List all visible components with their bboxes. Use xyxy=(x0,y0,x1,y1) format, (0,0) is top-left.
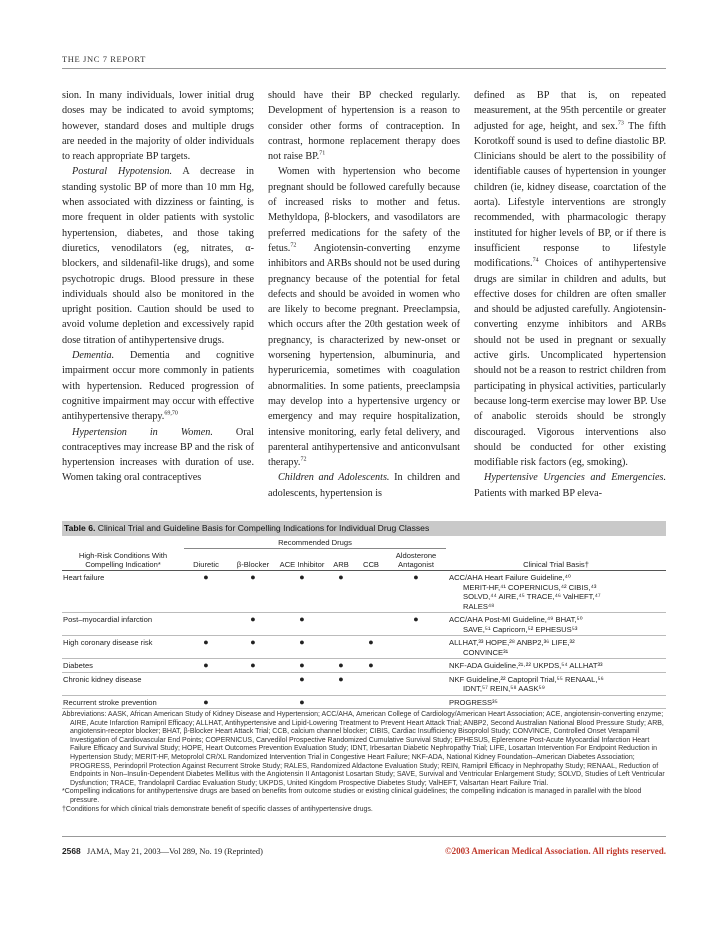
reference: 72 xyxy=(300,456,307,463)
table-row xyxy=(62,672,666,695)
clinical-trial-basis-cell xyxy=(446,636,666,659)
header-ace-inhibitor: ACE Inhibitor xyxy=(279,560,325,569)
table-6 xyxy=(62,521,666,814)
footer-rule xyxy=(62,836,666,837)
paragraph xyxy=(62,164,254,348)
header-clinical-trial-basis: Clinical Trial Basis† xyxy=(523,560,589,569)
reference: 72 xyxy=(290,242,297,249)
beta-blocker-cell: ● xyxy=(228,613,278,636)
beta-blocker-cell xyxy=(228,672,278,695)
run-in-heading: Dementia. xyxy=(72,350,115,362)
header-beta-blocker: β-Blocker xyxy=(236,560,270,569)
clinical-trial-basis-cell xyxy=(446,672,666,695)
reference: 73 xyxy=(617,120,624,127)
diuretic-cell: ● xyxy=(184,695,228,709)
paragraph xyxy=(62,425,254,486)
basis-line: ACC/AHA Heart Failure Guideline,⁴⁰ xyxy=(449,573,571,582)
header-arb: ARB xyxy=(333,560,349,569)
body-columns xyxy=(62,88,666,501)
paragraph-text: Women with hypertension who become pregnant should be followed carefully because of increased risks to mother and fetus. Methyldopa, β-blockers, and vasodilators are preferred medications for the safety of the fetus. xyxy=(268,166,460,254)
paragraph-text: In children and adolescents, hypertension is xyxy=(268,472,461,499)
paragraph-text: Oral contraceptives may increase BP and the risk of hypertension increases with duration of use. Women taking oral contraceptives xyxy=(62,426,254,484)
basis-line: ACC/AHA Post-MI Guideline,⁴⁹ BHAT,⁵⁰ xyxy=(449,615,583,624)
column-3 xyxy=(474,88,666,501)
aldosterone-antagonist-cell xyxy=(386,695,446,709)
ccb-cell: ● xyxy=(356,636,386,659)
table-grid xyxy=(62,536,666,709)
arb-cell xyxy=(326,695,356,709)
table-row xyxy=(62,636,666,659)
ccb-cell xyxy=(356,695,386,709)
table-row xyxy=(62,695,666,709)
reference: 71 xyxy=(319,150,326,157)
header-condition: High-Risk Conditions With Compelling Indication* xyxy=(78,551,168,569)
paragraph xyxy=(474,88,666,470)
basis-line: IDNT,⁵⁷ REIN,⁵⁸ AASK⁵⁹ xyxy=(463,684,545,693)
table-title xyxy=(62,521,666,536)
beta-blocker-cell: ● xyxy=(228,571,278,613)
run-in-heading: Postural Hypotension. xyxy=(72,166,173,178)
ace-inhibitor-cell: ● xyxy=(278,695,326,709)
aldosterone-antagonist-cell: ● xyxy=(386,571,446,613)
paragraph xyxy=(268,164,460,470)
condition-cell: Chronic kidney disease xyxy=(62,672,184,695)
footnote-star: *Compelling indications for antihypertensive drugs are based on benefits from outcome studies or existing clinical guidelines; the compelling indication is managed in parallel with the blood pressure. xyxy=(62,788,642,804)
arb-cell: ● xyxy=(326,659,356,673)
basis-line: NKF-ADA Guideline,²¹·²² UKPDS,⁵⁴ ALLHAT³³ xyxy=(449,661,603,670)
clinical-trial-basis-cell xyxy=(446,613,666,636)
beta-blocker-cell xyxy=(228,695,278,709)
condition-cell: High coronary disease risk xyxy=(62,636,184,659)
reference: 74 xyxy=(532,257,539,264)
run-in-heading: Hypertensive Urgencies and Emergencies. xyxy=(484,472,666,484)
page-number: 2568 xyxy=(62,846,81,856)
paragraph-text: should have their BP checked regularly. Development of hypertension is a reason to consider other forms of contraception. In contrast, hormone replacement therapy does not raise BP. xyxy=(268,90,460,163)
table-row xyxy=(62,659,666,673)
aldosterone-antagonist-cell xyxy=(386,672,446,695)
diuretic-cell xyxy=(184,613,228,636)
basis-line: SOLVD,⁴⁴ AIRE,⁴⁵ TRACE,⁴⁶ ValHEFT,⁴⁷ xyxy=(463,592,601,601)
basis-line: SAVE,⁵¹ Capricorn,⁵² EPHESUS⁵³ xyxy=(463,624,578,634)
run-in-heading: Hypertension in Women. xyxy=(72,426,213,438)
paragraph-text: Patients with marked BP eleva- xyxy=(474,487,603,499)
ace-inhibitor-cell: ● xyxy=(278,613,326,636)
basis-line: MERIT-HF,⁴¹ COPERNICUS,⁴² CIBIS,⁴³ xyxy=(463,582,597,592)
aldosterone-antagonist-cell xyxy=(386,636,446,659)
ace-inhibitor-cell: ● xyxy=(278,659,326,673)
journal-citation: JAMA, May 21, 2003—Vol 289, No. 19 (Reprinted) xyxy=(86,847,263,856)
page-footer xyxy=(62,846,666,856)
condition-cell: Diabetes xyxy=(62,659,184,673)
ccb-cell xyxy=(356,672,386,695)
reference: 69,70 xyxy=(164,410,178,417)
table-title-text: Clinical Trial and Guideline Basis for Compelling Indications for Individual Drug Classes xyxy=(95,523,430,533)
paragraph xyxy=(62,348,254,424)
diuretic-cell: ● xyxy=(184,636,228,659)
aldosterone-antagonist-cell xyxy=(386,659,446,673)
paragraph-text: The fifth Korotkoff sound is used to define diastolic BP. Clinicians should be alert to the possibility of identifiable causes of hypertension in younger children (ie, kidney disease, coarctation of the aorta). Lifestyle interventions are strongly recommended, with pharmacologic therapy instituted for higher levels of BP, or if there is insufficient response to lifestyle modifications. xyxy=(474,120,666,270)
paragraph: sion. In many individuals, lower initial drug doses may be indicated to avoid symptoms; however, standard doses and multiple drugs are needed in the majority of older individuals to reach appropriate BP targets. xyxy=(62,90,254,163)
arb-cell xyxy=(326,613,356,636)
header-ccb: CCB xyxy=(362,560,380,569)
clinical-trial-basis-cell xyxy=(446,571,666,613)
running-head: THE JNC 7 REPORT xyxy=(62,54,146,64)
diuretic-cell: ● xyxy=(184,659,228,673)
column-1 xyxy=(62,88,254,501)
basis-line: CONVINCE³¹ xyxy=(463,647,509,657)
paragraph-text: A decrease in standing systolic BP of more than 10 mm Hg, when associated with dizziness or fainting, is more frequent in older patients with systolic hypertension, diabetes, and those taking diuretics, venodilators (eg, nitrates, α-blockers, and sildenafil-like drugs), and some psychotropic drugs. Blood pressure in these individuals should also be monitored in the upright position. Caution should be used to avoid volume depletion and excessively rapid dose titration of antihypertensive drugs. xyxy=(62,166,254,346)
basis-line: PROGRESS³⁵ xyxy=(449,697,498,707)
ace-inhibitor-cell: ● xyxy=(278,672,326,695)
table-row xyxy=(62,571,666,613)
clinical-trial-basis-cell xyxy=(446,695,666,709)
ace-inhibitor-cell: ● xyxy=(278,571,326,613)
ccb-cell: ● xyxy=(356,659,386,673)
table-row xyxy=(62,613,666,636)
arb-cell xyxy=(326,636,356,659)
diuretic-cell: ● xyxy=(184,571,228,613)
paragraph-text: Dementia and cognitive impairment occur more commonly in patients with hypertension. Reduced progression of cognitive impairment may occur with effective antihypertensive therapy. xyxy=(62,350,254,423)
diuretic-cell xyxy=(184,672,228,695)
run-in-heading: Children and Adolescents. xyxy=(278,472,390,484)
condition-cell: Post–myocardial infarction xyxy=(62,613,184,636)
aldosterone-antagonist-cell: ● xyxy=(386,613,446,636)
ccb-cell xyxy=(356,613,386,636)
table-body xyxy=(62,571,666,709)
paragraph xyxy=(268,470,460,501)
header-diuretic: Diuretic xyxy=(193,560,219,569)
basis-line: ALLHAT,³³ HOPE,²⁸ ANBP2,³⁶ LIFE,³² xyxy=(449,638,575,647)
paragraph-text: defined as BP that is, on repeated measurement, at the 95th percentile or greater adjusted for age, height, and sex. xyxy=(474,90,666,132)
arb-cell: ● xyxy=(326,571,356,613)
copyright: ©2003 American Medical Association. All rights reserved. xyxy=(444,846,666,856)
paragraph-text: Choices of antihypertensive drugs are similar in children and adults, but effective doses for children are often smaller and should be adjusted carefully. Angiotensin-converting enzyme inhibitors and ARBs should not be used in pregnant or sexually active girls. Uncomplicated hypertension should not be a reason to restrict children from participating in physical activities, particularly because long-term exercise may lower BP. Use of anabolic steroids should be strongly discouraged. Vigorous interventions also should be conducted for other existing modifiable risk factors (eg, smoking). xyxy=(474,258,666,469)
abbreviations-note: Abbreviations: AASK, African American Study of Kidney Disease and Hypertension; ACC/AHA, American College of Cardiology/American Heart Association; ACE, angiotensin-converting enzyme; AIRE, Acute Infarction Ramipril Efficacy; ALLHAT, Antihypertensive and Lipid-Lowering Treatment to Prevent Heart Attack Trial; ANBP2, Second Australian National Blood Pressure Study; ARB, angiotensin-receptor blocker; BHAT, β-Blocker Heart Attack Trial; CCB, calcium channel blocker; CIBIS, Cardiac Insufficiency Bisoprolol Study; CONVINCE, Controlled Onset Verapamil Investigation of Cardiovascular End Points; COPERNICUS, Carvedilol Prospective Randomized Cumulative Survival Study; EPHESUS, Eplerenone Post-Acute Myocardial Infarction Heart Failure Efficacy and Survival Study; HOPE, Heart Outcomes Prevention Evaluation Study; IDNT, Irbesartan Diabetic Nephropathy Trial; LIFE, Losartan Intervention For Endpoint Reduction in Hypertension Study; MERIT-HF, Metoprolol CR/XL Randomized Intervention Trial in Congestive Heart Failure; NKF-ADA, National Kidney Foundation–American Diabetes Association; PROGRESS, Perindopril Protection Against Recurrent Stroke Study; RALES, Randomized Aldactone Evaluation Study; REIN, Ramipril Efficacy in Nephropathy Study; RENAAL, Reduction of Endpoints in Non–Insulin-Dependent Diabetes Mellitus with the Angiotensin II Antagonist Losartan Study; SAVE, Survival and Ventricular Enlargement Study; SOLVD, Studies of Left Ventricular Dysfunction; TRACE, Trandolapril Cardiac Evaluation Study; UKPDS, United Kingdom Prospective Diabetes Study; ValHEFT, Valsartan Heart Failure Trial. xyxy=(62,711,665,787)
ccb-cell xyxy=(356,571,386,613)
ace-inhibitor-cell: ● xyxy=(278,636,326,659)
table-footnotes xyxy=(62,711,666,814)
table-label: Table 6. xyxy=(64,523,96,533)
condition-cell: Heart failure xyxy=(62,571,184,613)
condition-cell: Recurrent stroke prevention xyxy=(62,695,184,709)
header-rule xyxy=(62,68,666,69)
header-aldosterone-antagonist: Aldosterone Antagonist xyxy=(395,551,437,569)
basis-line: NKF Guideline,²² Captopril Trial,⁵⁵ RENAAL,⁵⁶ xyxy=(449,674,604,684)
column-2 xyxy=(268,88,460,501)
footnote-dagger: †Conditions for which clinical trials demonstrate benefit of specific classes of antihypertensive drugs. xyxy=(62,805,373,813)
arb-cell: ● xyxy=(326,672,356,695)
clinical-trial-basis-cell xyxy=(446,659,666,673)
paragraph xyxy=(268,88,460,164)
recommended-drugs-header: Recommended Drugs xyxy=(184,536,446,549)
beta-blocker-cell: ● xyxy=(228,659,278,673)
paragraph-text: Angiotensin-converting enzyme inhibitors and ARBs should not be used during pregnancy because of the potential for fetal defects and should be avoided in women who are likely to become pregnant. Preeclampsia, which occurs after the 20th gestation week of pregnancy, is characterized by new-onset or worsening hypertension, albuminuria, and hyperuricemia, sometimes with coagulation abnormalities. In some patients, preeclampsia may develop into a hypertensive urgency or emergency and may require hospitalization, intensive monitoring, early fetal delivery, and parenteral antihypertensive and anticonvulsant therapy. xyxy=(268,242,460,469)
basis-line: RALES⁴⁸ xyxy=(463,601,495,611)
paragraph xyxy=(474,470,666,501)
beta-blocker-cell: ● xyxy=(228,636,278,659)
